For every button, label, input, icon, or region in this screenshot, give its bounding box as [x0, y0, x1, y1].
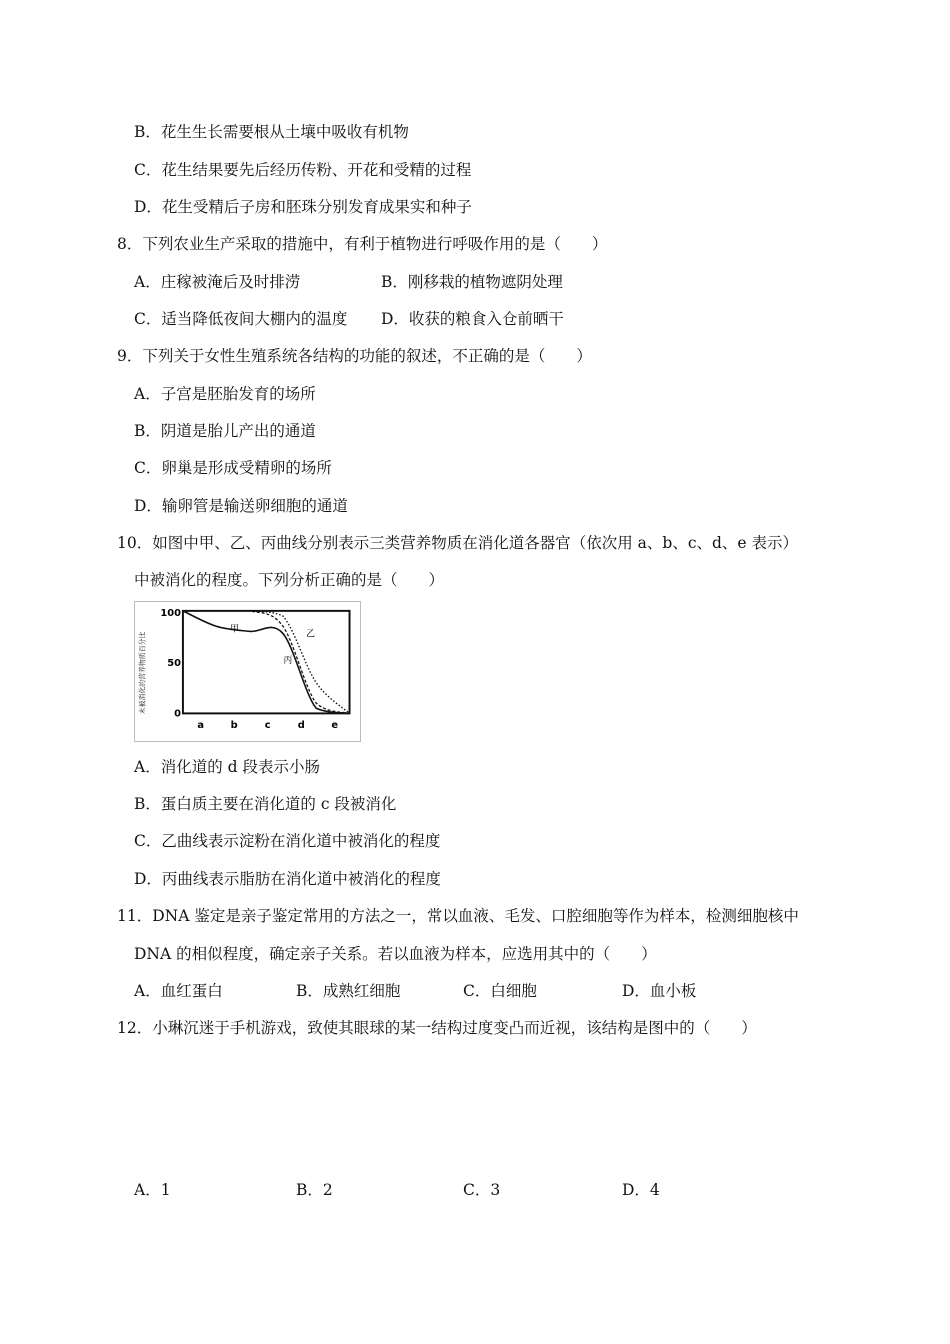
- curve-jia: [183, 611, 350, 714]
- q10-option-d: D．丙曲线表示脂肪在消化道中被消化的程度: [134, 870, 441, 888]
- q10-option-b: B．蛋白质主要在消化道的 c 段被消化: [134, 795, 397, 813]
- x-tick-d: d: [297, 720, 305, 732]
- q12-option-b: B．2: [296, 1181, 333, 1199]
- q9-option-c: C．卵巢是形成受精卵的场所: [134, 459, 332, 477]
- q11-stem-line2: DNA 的相似程度，确定亲子关系。若以血液为样本，应选用其中的（ ）: [134, 945, 657, 963]
- q9-option-a: A．子宫是胚胎发育的场所: [134, 385, 316, 403]
- q10-option-c: C．乙曲线表示淀粉在消化道中被消化的程度: [134, 832, 441, 850]
- q11-option-a: A．血红蛋白: [134, 982, 223, 1000]
- x-tick-e: e: [331, 720, 339, 732]
- q10-stem-line2: 中被消化的程度。下列分析正确的是（ ）: [134, 571, 445, 589]
- y-axis-label: 未被消化的营养物质百分比: [138, 631, 147, 715]
- curve-bing: [183, 611, 350, 714]
- q8-option-a: A．庄稼被淹后及时排涝: [134, 273, 301, 291]
- q12-option-a: A．1: [134, 1181, 171, 1199]
- x-tick-c: c: [264, 720, 271, 732]
- y-tick-50: 50: [167, 658, 181, 670]
- q11-option-c: C．白细胞: [463, 982, 537, 1000]
- q7-option-b: B．花生生长需要根从土壤中吸收有机物: [134, 123, 409, 141]
- q8-stem: 8．下列农业生产采取的措施中，有利于植物进行呼吸作用的是（ ）: [117, 235, 608, 253]
- q8-option-c: C．适当降低夜间大棚内的温度: [134, 310, 348, 328]
- plot-frame: [183, 611, 350, 714]
- q11-option-d: D．血小板: [622, 982, 697, 1000]
- series-label-bing: 丙: [283, 656, 293, 667]
- q12-option-c: C．3: [463, 1181, 501, 1199]
- digestion-chart: [134, 601, 361, 742]
- y-tick-0: 0: [174, 708, 181, 720]
- curve-yi: [183, 611, 350, 714]
- q11-stem-line1: 11．DNA 鉴定是亲子鉴定常用的方法之一，常以血液、毛发、口腔细胞等作为样本，检测细胞核中: [117, 907, 799, 925]
- x-tick-b: b: [230, 720, 238, 732]
- q12-stem: 12．小琳沉迷于手机游戏，致使其眼球的某一结构过度变凸而近视，该结构是图中的（ ）: [117, 1019, 757, 1037]
- q8-option-b: B．刚移栽的植物遮阴处理: [381, 273, 563, 291]
- x-tick-a: a: [197, 720, 205, 732]
- q10-stem-line1: 10．如图中甲、乙、丙曲线分别表示三类营养物质在消化道各器官（依次用 a、b、c、d、e 表示）: [117, 534, 799, 552]
- q9-option-d: D．输卵管是输送卵细胞的通道: [134, 497, 348, 515]
- q12-option-d: D．4: [622, 1181, 660, 1199]
- q7-option-d: D．花生受精后子房和胚珠分别发育成果实和种子: [134, 198, 472, 216]
- q9-option-b: B．阴道是胎儿产出的通道: [134, 422, 316, 440]
- series-label-jia: 甲: [230, 624, 240, 635]
- q8-option-d: D．收获的粮食入仓前晒干: [381, 310, 564, 328]
- y-tick-100: 100: [160, 607, 181, 619]
- series-label-yi: 乙: [306, 629, 316, 640]
- digestion-chart-svg: [135, 602, 360, 741]
- q9-stem: 9．下列关于女性生殖系统各结构的功能的叙述，不正确的是（ ）: [117, 347, 592, 365]
- q11-option-b: B．成熟红细胞: [296, 982, 401, 1000]
- q10-option-a: A．消化道的 d 段表示小肠: [134, 758, 320, 776]
- q7-option-c: C．花生结果要先后经历传粉、开花和受精的过程: [134, 161, 472, 179]
